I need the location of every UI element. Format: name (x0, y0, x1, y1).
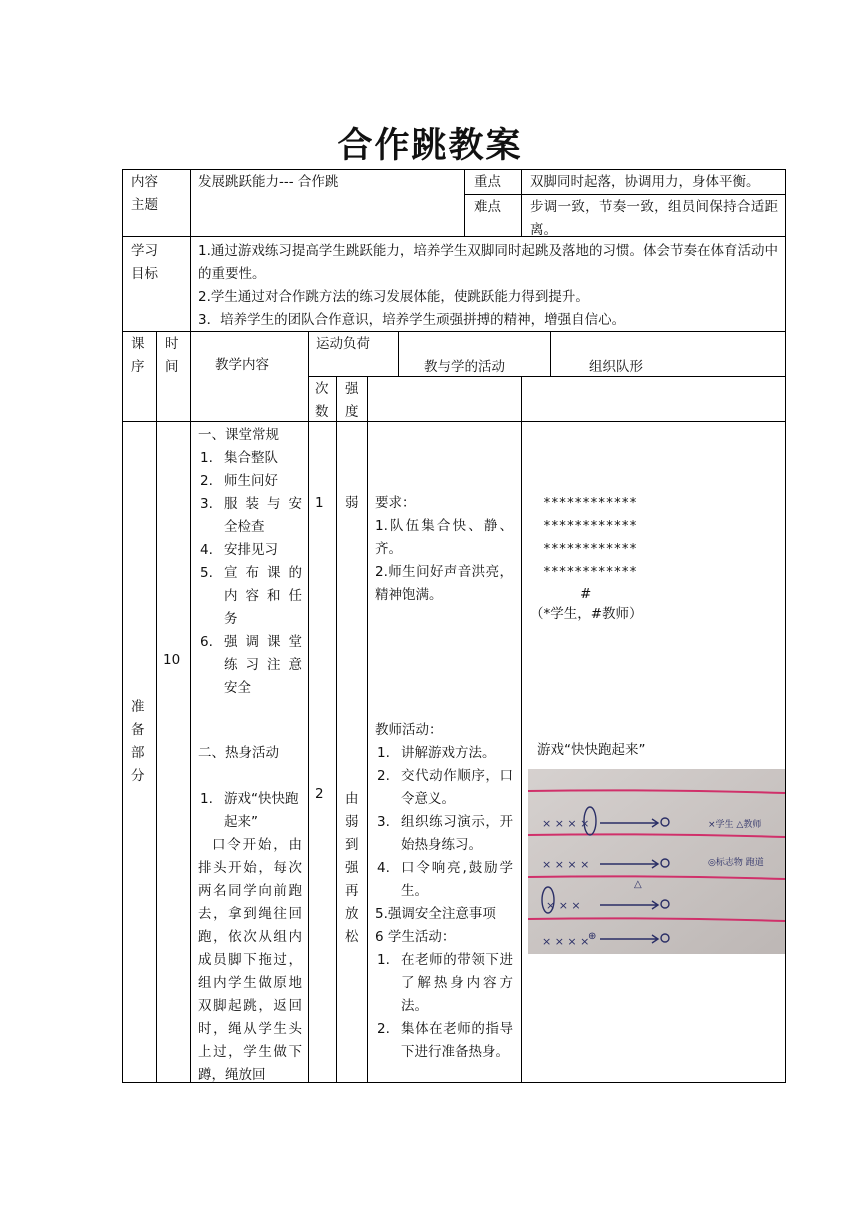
table-divider (521, 376, 522, 1083)
count-1: 1 (315, 495, 324, 511)
section-time: 10 (163, 652, 181, 668)
difficulty-value: 步调一致，节奏一致，组员间保持合适距离。 (530, 199, 778, 238)
requirement-1: 1.队伍集合快、静、齐。 (375, 518, 513, 557)
difficulty-label: 难点 (474, 199, 501, 215)
table-divider (308, 331, 309, 1083)
key-value: 双脚同时起落，协调用力，身体平衡。 (530, 174, 760, 190)
col-order: 课 序 (131, 336, 145, 375)
table-divider (308, 376, 786, 377)
student-title: 6 学生活动： (375, 929, 456, 945)
table-divider (122, 421, 786, 422)
formation-students: ************ ************ ************ ************ (543, 496, 637, 580)
table-divider (367, 376, 368, 1083)
table-divider (464, 169, 465, 237)
topic-value: 发展跳跃能力--- 合作跳 (198, 174, 339, 190)
goal-item: 1.通过游戏练习提高学生跳跃能力，培养学生双脚同时起跳及落地的习惯。体会节奏在体育活动中的重要性。 (198, 243, 778, 282)
key-label: 重点 (474, 174, 501, 190)
goal-item: 2.学生通过对合作跳方法的练习发展体能，使跳跃能力得到提升。 (198, 289, 589, 305)
count-2: 2 (315, 786, 324, 802)
list-item: 5. 宣 布 课 的 内 容 和 任 务 (200, 565, 302, 627)
sketch-row: × × × × (542, 935, 590, 948)
table-divider (190, 331, 191, 1083)
sketch-teacher-triangle: △ (634, 879, 642, 890)
page-title: 合作跳教案 (337, 126, 523, 166)
col-activities: 教与学的活动 (424, 359, 505, 375)
list-item: 3. 服 装 与 安 全检查 (200, 496, 302, 535)
table-divider (550, 331, 551, 377)
intensity-1: 弱 (345, 495, 359, 511)
teacher-list (375, 742, 513, 903)
game-sketch-photo (528, 769, 785, 954)
table-divider (190, 169, 191, 237)
game-description: 口令开始，由排头开始，每次两名同学向前跑去，拿到绳往回跑，依次从组内成员脚下拖过，组内学生做原地双脚起跳，返回时，绳从学生头上过，学生做下蹲，绳放回 (198, 837, 302, 1083)
sketch-row: × × × (546, 899, 581, 912)
requirements-title: 要求： (375, 495, 416, 511)
col-time: 时 间 (165, 336, 179, 375)
intensity-2: 由 弱 到 强 再 放 松 (345, 791, 359, 945)
col-formation: 组织队形 (589, 359, 643, 375)
col-count: 次 数 (315, 381, 329, 420)
table-divider (336, 376, 337, 1083)
list-item: 1. 集合整队 (200, 450, 278, 466)
col-intensity: 强 度 (345, 381, 359, 420)
teacher-title: 教师活动： (375, 722, 443, 738)
student-list (375, 949, 513, 1064)
part1-title: 一、课堂常规 (198, 427, 279, 443)
goals-label: 学习 目标 (131, 243, 158, 282)
goal-item: 3．培养学生的团队合作意识，培养学生顽强拼搏的精神，增强自信心。 (198, 312, 626, 328)
list-item: 3. 组织练习演示，开始热身练习。 (377, 814, 513, 853)
table-divider (464, 194, 786, 195)
list-item: 2. 集体在老师的指导下进行准备热身。 (377, 1021, 513, 1060)
routine-list (198, 447, 302, 700)
sketch-drawing (528, 769, 785, 954)
part2-title: 二、热身活动 (198, 745, 279, 761)
list-item: 4. 口令响亮,鼓励学生。 (377, 860, 513, 899)
table-divider (521, 169, 522, 237)
formation-legend: （*学生，#教师） (530, 606, 643, 622)
table-border-left (122, 169, 123, 1083)
list-item: 2. 师生问好 (200, 473, 278, 489)
list-item: 4. 安排见习 (200, 542, 278, 558)
requirement-2: 2.师生问好声音洪亮，精神饱满。 (375, 564, 513, 603)
table-divider (190, 236, 191, 332)
topic-label: 内容 主题 (131, 174, 158, 213)
sketch-legend: ×学生 △教师 (708, 820, 762, 830)
list-item: 1. 讲解游戏方法。 (377, 745, 496, 761)
game-title: 1. 游戏“快快跑起来” (200, 791, 299, 830)
sketch-row: × × × × (542, 858, 590, 871)
list-item: 2. 交代动作顺序，口令意义。 (377, 768, 513, 807)
table-border-right (785, 169, 786, 1083)
col-content: 教学内容 (215, 357, 269, 373)
sketch-row: × × × × (542, 817, 590, 830)
sketch-legend: ◎标志物 跑道 (708, 858, 764, 868)
sketch-marker: ⊕ (588, 931, 597, 942)
game-caption: 游戏“快快跑起来” (537, 742, 646, 758)
teacher-item-5: 5.强调安全注意事项 (375, 906, 496, 922)
table-border-top (122, 169, 786, 170)
list-item: 1. 在老师的带领下进了解热身内容方法。 (377, 952, 513, 1014)
table-divider (398, 331, 399, 377)
formation-teacher: # (580, 586, 592, 602)
table-divider (156, 331, 157, 1083)
list-item: 6. 强 调 课 堂 练 习 注 意 安全 (200, 634, 302, 696)
col-load: 运动负荷 (316, 336, 370, 352)
section-name: 准 备 部 分 (131, 699, 145, 784)
